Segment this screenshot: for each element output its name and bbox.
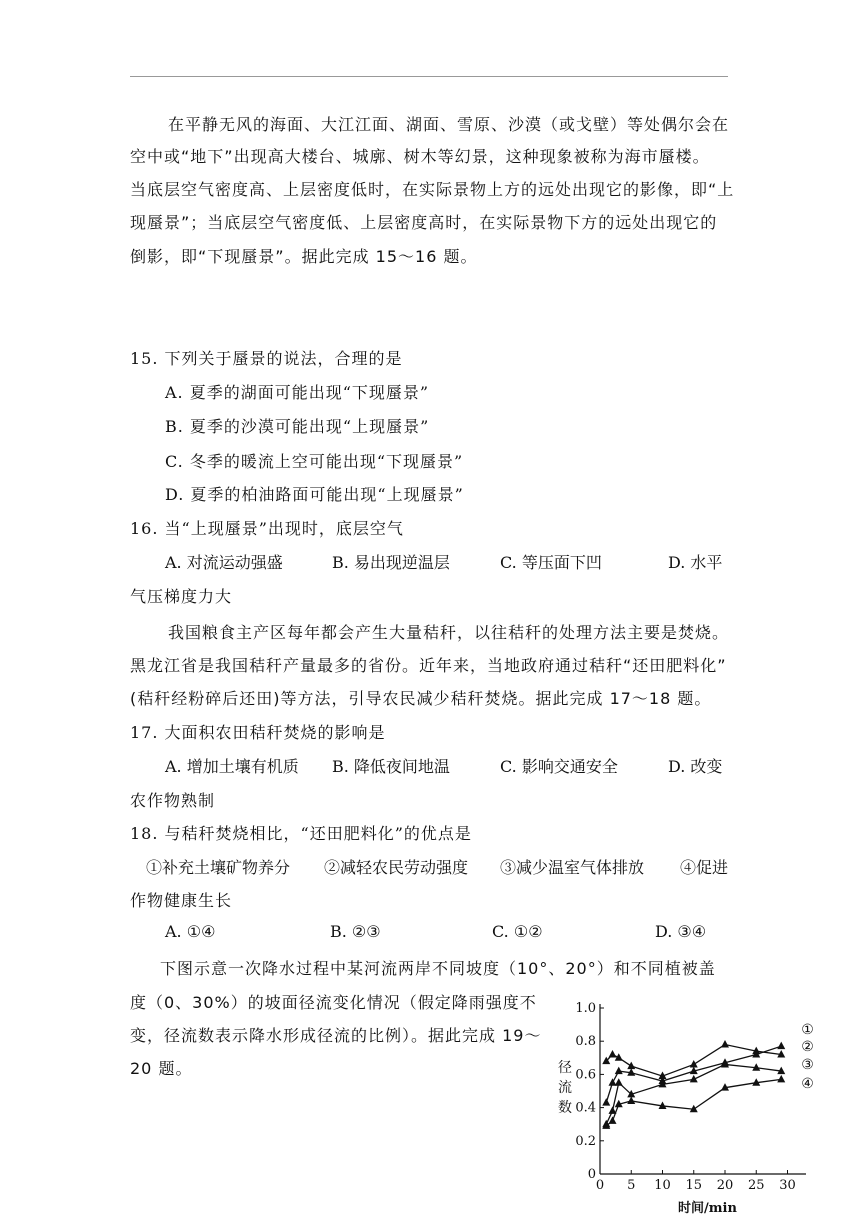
x-tick-label-1: 5 bbox=[627, 1178, 636, 1193]
q18-item-1: ①补充土壤矿物养分 bbox=[146, 858, 291, 877]
runoff-chart bbox=[540, 996, 840, 1216]
passage1-line-4: 现蜃景”；当底层空气密度低、上层密度高时，在实际景物下方的远处出现它的 bbox=[130, 213, 718, 232]
x-tick-label-2: 10 bbox=[654, 1178, 671, 1193]
series-2-point-1 bbox=[609, 1078, 617, 1086]
series-label-2: ② bbox=[801, 1039, 814, 1055]
y-axis-label: 径流数 bbox=[558, 1060, 572, 1116]
q17-option-a: A. 增加土壤有机质 bbox=[165, 757, 299, 776]
series-1-point-5 bbox=[690, 1060, 698, 1068]
passage1-line-3: 当底层空气密度高、上层密度低时，在实际景物上方的远处出现它的影像，即“上 bbox=[130, 180, 735, 199]
passage1-line-5: 倒影，即“下现蜃景”。据此完成 15～16 题。 bbox=[130, 247, 478, 266]
chart-axes bbox=[600, 1004, 806, 1174]
q16-stem: 16. 当“上现蜃景”出现时，底层空气 bbox=[130, 519, 404, 538]
q17-option-c: C. 影响交通安全 bbox=[500, 757, 618, 776]
q16-option-a: A. 对流运动强盛 bbox=[165, 553, 283, 572]
y-tick-label-1: 0.2 bbox=[575, 1133, 596, 1149]
q18-option-a: A. ①④ bbox=[165, 922, 216, 941]
series-label-3: ③ bbox=[801, 1057, 814, 1073]
y-tick-label-0: 0 bbox=[587, 1167, 596, 1182]
y-tick-label-2: 0.4 bbox=[575, 1100, 596, 1116]
q18-stem: 18. 与秸秆焚烧相比，“还田肥料化”的优点是 bbox=[130, 824, 472, 843]
q18-item-4: ④促进 bbox=[680, 858, 729, 877]
x-tick-label-4: 20 bbox=[716, 1178, 734, 1193]
q15-option-c: C. 冬季的暖流上空可能出现“下现蜃景” bbox=[165, 452, 464, 471]
q16-option-d-wrap: 气压梯度力大 bbox=[130, 587, 233, 606]
passage2-line-2: 黑龙江省是我国秸秆产量最多的省份。近年来，当地政府通过秸秆“还田肥料化” bbox=[130, 656, 727, 675]
passage1-line-1: 在平静无风的海面、大江江面、湖面、雪原、沙漠（或戈壁）等处偶尔会在 bbox=[168, 115, 730, 134]
q16-option-c: C. 等压面下凹 bbox=[500, 553, 602, 572]
x-tick-label-6: 30 bbox=[779, 1178, 796, 1193]
series-2-point-0 bbox=[602, 1098, 610, 1106]
q16-option-d: D. 水平 bbox=[668, 553, 723, 572]
passage3-line-2: 度（0、30%）的坡面径流变化情况（假定降雨强度不 bbox=[130, 993, 537, 1012]
q17-option-d: D. 改变 bbox=[668, 757, 723, 776]
passage3-line-1: 下图示意一次降水过程中某河流两岸不同坡度（10°、20°）和不同植被盖 bbox=[160, 959, 716, 978]
q17-option-d-wrap: 农作物熟制 bbox=[130, 791, 216, 810]
series-1-point-6 bbox=[721, 1040, 729, 1048]
series-label-4: ④ bbox=[801, 1076, 814, 1092]
q17-option-b: B. 降低夜间地温 bbox=[332, 757, 450, 776]
q15-option-a: A. 夏季的湖面可能出现“下现蜃景” bbox=[165, 383, 430, 402]
q18-option-b: B. ②③ bbox=[330, 922, 381, 941]
q18-item-4-wrap: 作物健康生长 bbox=[130, 891, 233, 910]
q18-item-3: ③减少温室气体排放 bbox=[500, 858, 645, 877]
series-label-1: ① bbox=[801, 1022, 814, 1038]
q18-option-c: C. ①② bbox=[492, 922, 543, 941]
chart-series bbox=[602, 1022, 814, 1129]
passage3-line-4: 20 题。 bbox=[130, 1059, 193, 1078]
header-rule bbox=[130, 76, 728, 77]
y-tick-label-3: 0.6 bbox=[575, 1067, 596, 1083]
q18-option-d: D. ③④ bbox=[655, 922, 707, 941]
passage3-line-3: 变，径流数表示降水形成径流的比例）。据此完成 19～ bbox=[130, 1026, 542, 1045]
passage1-line-2: 空中或“地下”出现高大楼台、城廓、树木等幻景，这种现象被称为海市蜃楼。 bbox=[130, 147, 710, 166]
q15-option-d: D. 夏季的柏油路面可能出现“上现蜃景” bbox=[165, 485, 464, 504]
x-axis-label: 时间/min bbox=[678, 1201, 737, 1216]
series-1-point-3 bbox=[627, 1062, 635, 1070]
q15-stem: 15. 下列关于蜃景的说法，合理的是 bbox=[130, 349, 403, 368]
y-tick-label-4: 0.8 bbox=[575, 1034, 596, 1050]
series-2-point-8 bbox=[777, 1042, 785, 1050]
y-tick-label-5: 1.0 bbox=[575, 1001, 596, 1016]
series-1-point-1 bbox=[609, 1050, 617, 1058]
x-tick-label-5: 25 bbox=[747, 1178, 765, 1193]
q17-stem: 17. 大面积农田秸秆焚烧的影响是 bbox=[130, 723, 386, 742]
series-4-point-8 bbox=[777, 1075, 785, 1083]
q16-option-b: B. 易出现逆温层 bbox=[332, 553, 450, 572]
passage2-line-3: (秸秆经粉碎后还田)等方法，引导农民减少秸秆焚烧。据此完成 17～18 题。 bbox=[130, 689, 712, 708]
q18-item-2: ②减轻农民劳动强度 bbox=[324, 858, 469, 877]
series-4-point-3 bbox=[627, 1096, 635, 1104]
x-tick-label-3: 15 bbox=[685, 1178, 703, 1193]
series-2-point-2 bbox=[615, 1067, 623, 1075]
series-3-point-2 bbox=[615, 1078, 623, 1086]
x-tick-label-0: 0 bbox=[595, 1178, 605, 1193]
q15-option-b: B. 夏季的沙漠可能出现“上现蜃景” bbox=[165, 417, 430, 436]
passage2-line-1: 我国粮食主产区每年都会产生大量秸秆，以往秸秆的处理方法主要是焚烧。 bbox=[168, 623, 730, 642]
